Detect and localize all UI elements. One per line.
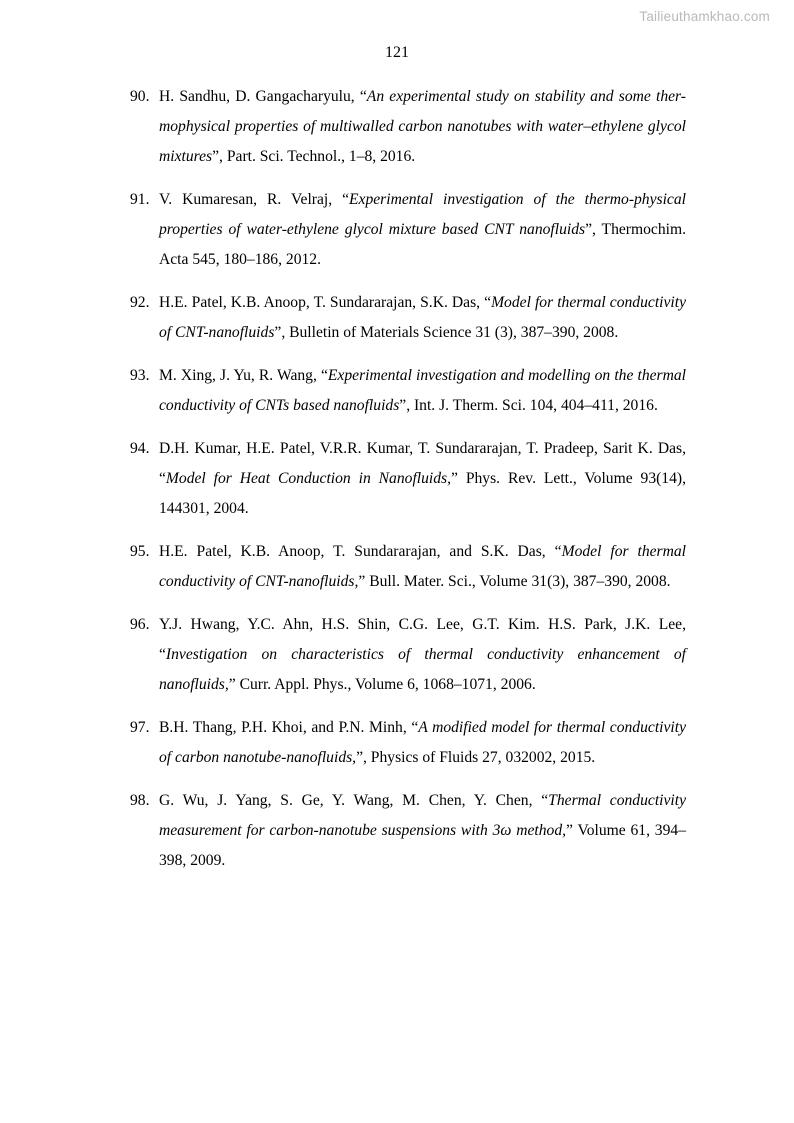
- reference-close-quote: ”: [356, 749, 363, 766]
- reference-open-quote: “: [359, 88, 367, 105]
- reference-text: [159, 434, 686, 524]
- reference-close-quote: ”: [274, 324, 282, 341]
- reference-close-quote: ”: [358, 573, 366, 590]
- reference-text: [159, 185, 686, 275]
- reference-title: Model for thermal conductivity of CNT-nanofluids: [159, 294, 686, 341]
- reference-source: , Part. Sci. Technol., 1–8, 2016.: [219, 148, 416, 165]
- reference-text: [159, 610, 686, 700]
- reference-source: Volume 61, 394–398, 2009.: [159, 822, 686, 869]
- reference-number: 92.: [130, 294, 150, 311]
- reference-number: 98.: [130, 792, 150, 809]
- reference-item: [130, 288, 686, 348]
- reference-open-quote: “: [541, 792, 549, 809]
- page-number: 121: [385, 44, 409, 61]
- reference-number: 94.: [130, 440, 150, 457]
- reference-title: Experimental investigation of the thermo-physical properties of water-ethylene glycol mixture based CNT nanofluids: [159, 191, 686, 238]
- reference-authors: D.H. Kumar, H.E. Patel, V.R.R. Kumar, T. Sundararajan, T. Pradeep, Sarit K. Das,: [159, 440, 686, 457]
- reference-item: [130, 713, 686, 773]
- reference-source: Bull. Mater. Sci., Volume 31(3), 387–390, 2008.: [365, 573, 671, 590]
- reference-open-quote: “: [320, 367, 328, 384]
- reference-item: [130, 610, 686, 700]
- reference-authors: H. Sandhu, D. Gangacharyulu,: [159, 88, 360, 105]
- reference-authors: G. Wu, J. Yang, S. Ge, Y. Wang, M. Chen, Y. Chen,: [159, 792, 542, 809]
- reference-close-quote: ”: [451, 470, 458, 487]
- reference-item: [130, 361, 686, 421]
- reference-open-quote: “: [484, 294, 492, 311]
- reference-open-quote: “: [159, 646, 166, 663]
- reference-source: , Physics of Fluids 27, 032002, 2015.: [363, 749, 596, 766]
- reference-authors: V. Kumaresan, R. Velraj,: [159, 191, 343, 208]
- reference-number: 97.: [130, 719, 150, 736]
- reference-source: Curr. Appl. Phys., Volume 6, 1068–1071, 2006.: [235, 676, 536, 693]
- reference-source: , Int. J. Therm. Sci. 104, 404–411, 2016.: [406, 397, 658, 414]
- reference-list: [130, 82, 686, 876]
- reference-title: A modified model for thermal conductivity of carbon nanotube-nanofluids,: [159, 719, 686, 766]
- site-watermark: Tailieuthamkhao.com: [639, 9, 770, 24]
- reference-item: [130, 786, 686, 876]
- reference-close-quote: ”: [212, 148, 220, 165]
- reference-close-quote: ”: [566, 822, 573, 839]
- reference-open-quote: “: [411, 719, 419, 736]
- reference-authors: B.H. Thang, P.H. Khoi, and P.N. Minh,: [159, 719, 412, 736]
- reference-title: An experimental study on stability and some ther- mophysical properties of multiwalled carbon nanotubes with water–ethylene glycol mixtures: [159, 88, 686, 165]
- reference-text: [159, 713, 686, 773]
- reference-text: [159, 786, 686, 876]
- reference-close-quote: ”: [228, 676, 236, 693]
- reference-source: Phys. Rev. Lett., Volume 93(14), 144301, 2004.: [159, 470, 686, 517]
- reference-item: [130, 537, 686, 597]
- reference-authors: Y.J. Hwang, Y.C. Ahn, H.S. Shin, C.G. Lee, G.T. Kim. H.S. Park, J.K. Lee,: [159, 616, 686, 633]
- reference-open-quote: “: [342, 191, 350, 208]
- reference-authors: M. Xing, J. Yu, R. Wang,: [159, 367, 321, 384]
- reference-text: [159, 361, 686, 421]
- reference-title: Model for Heat Conduction in Nanofluids,: [165, 470, 452, 487]
- reference-source: , Bulletin of Materials Science 31 (3), 387–390, 2008.: [281, 324, 619, 341]
- reference-authors: H.E. Patel, K.B. Anoop, T. Sundararajan, S.K. Das,: [159, 294, 485, 311]
- reference-close-quote: ”: [399, 397, 407, 414]
- reference-text: [159, 82, 686, 172]
- reference-item: [130, 82, 686, 172]
- reference-number: 93.: [130, 367, 150, 384]
- reference-number: 96.: [130, 616, 150, 633]
- reference-title: Experimental investigation and modelling on the thermal conductivity of CNTs based nanofluids: [159, 367, 686, 414]
- reference-number: 90.: [130, 88, 150, 105]
- reference-text: [159, 288, 686, 348]
- reference-authors: H.E. Patel, K.B. Anoop, T. Sundararajan, and S.K. Das,: [159, 543, 555, 560]
- reference-number: 95.: [130, 543, 150, 560]
- reference-open-quote: “: [159, 470, 166, 487]
- reference-text: [159, 537, 686, 597]
- reference-item: [130, 185, 686, 275]
- reference-open-quote: “: [554, 543, 562, 560]
- reference-number: 91.: [130, 191, 150, 208]
- reference-title: Investigation on characteristics of thermal conductivity enhancement of nanofluids,: [159, 646, 686, 693]
- reference-item: [130, 434, 686, 524]
- reference-title: Thermal conductivity measurement for carbon-nanotube suspensions with 3ω method,: [159, 792, 686, 839]
- reference-source: , Thermochim. Acta 545, 180–186, 2012.: [159, 221, 686, 268]
- reference-close-quote: ”: [585, 221, 592, 238]
- reference-title: Model for thermal conductivity of CNT-nanofluids,: [159, 543, 687, 590]
